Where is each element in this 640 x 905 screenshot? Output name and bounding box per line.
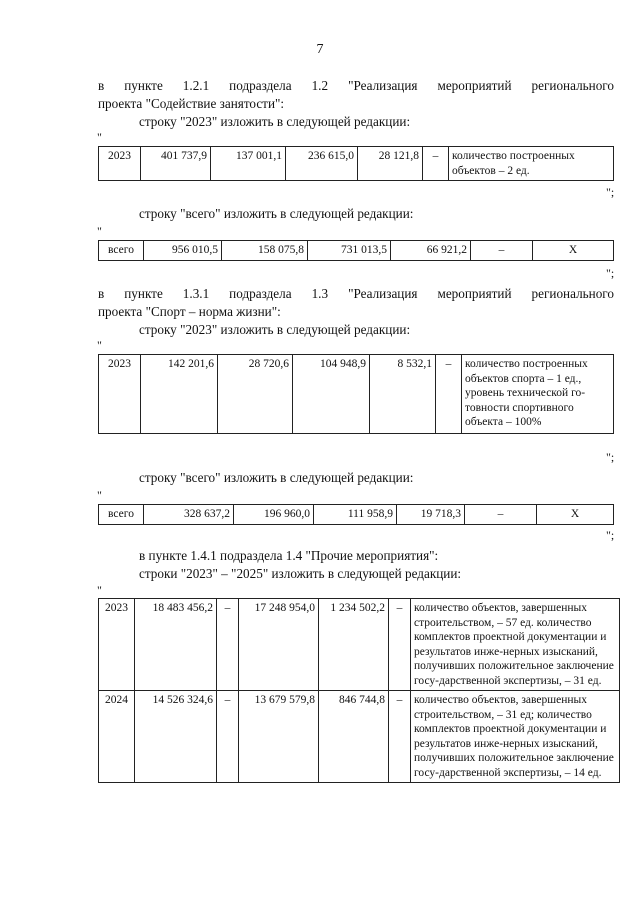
federal-cell: 158 075,8 [222,241,308,261]
section1-heading-line2: проекта "Содействие занятости": [98,96,285,111]
label-cell: всего [99,505,144,525]
regional-cell: 111 958,9 [314,505,397,525]
table-section1-total [98,240,614,261]
regional-cell: 17 248 954,0 [239,599,319,691]
table-row [99,599,620,691]
other-cell: – [436,355,462,434]
section2-row2023-intro: строку "2023" изложить в следующей редакции: [139,322,411,337]
table-row [99,241,614,261]
total-cell: 14 526 324,6 [135,691,217,783]
municipal-cell: 19 718,3 [397,505,465,525]
page-number: 7 [316,42,324,57]
table-section1-2023 [98,146,614,181]
total-cell: 18 483 456,2 [135,599,217,691]
open-quote: " [97,338,102,352]
federal-cell: – [217,691,239,783]
close-quote: "; [606,266,615,280]
total-cell: 328 637,2 [144,505,234,525]
regional-cell: 13 679 579,8 [239,691,319,783]
total-cell: 142 201,6 [141,355,218,434]
section1-heading-line1: в пункте 1.2.1 подраздела 1.2 "Реализация мероприятий регионального [98,78,614,93]
table-row [99,355,614,434]
total-cell: 956 010,5 [144,241,222,261]
close-quote: "; [606,450,615,464]
federal-cell: – [217,599,239,691]
year-cell: 2024 [99,691,135,783]
regional-cell: 104 948,9 [293,355,370,434]
section2-heading-line1: в пункте 1.3.1 подраздела 1.3 "Реализация мероприятий регионального [98,286,614,301]
section3-heading: в пункте 1.4.1 подраздела 1.4 "Прочие мероприятия": [139,548,439,563]
table-section2-total [98,504,614,525]
close-quote: "; [606,185,615,199]
other-cell: – [389,599,411,691]
table-section2-2023 [98,354,614,434]
section2-heading-line2: проекта "Спорт – норма жизни": [98,304,281,319]
result-cell: количество объектов, завершенных строительством, – 31 ед; количество комплектов проектной документации и результатов инже-нерных изысканий, получивших положительное заключение госу-дарственной экспертизы, – 14 ед. [411,691,620,783]
section1-total-intro: строку "всего" изложить в следующей редакции: [139,206,414,221]
open-quote: " [97,488,102,502]
other-cell: – [465,505,537,525]
federal-cell: 28 720,6 [218,355,293,434]
table-row [99,505,614,525]
total-cell: 401 737,9 [141,147,211,181]
result-cell: X [533,241,614,261]
year-cell: 2023 [99,599,135,691]
result-cell: X [537,505,614,525]
other-cell: – [389,691,411,783]
year-cell: 2023 [99,355,141,434]
table-row [99,691,620,783]
municipal-cell: 846 744,8 [319,691,389,783]
result-cell: количество объектов, завершенных строительством, – 57 ед. количество комплектов проектной документации и результатов инже-нерных изысканий, получивших положительное заключение госу-дарственной экспертизы, – 31 ед. [411,599,620,691]
table-section3-2023-2025 [98,598,620,783]
section2-total-intro: строку "всего" изложить в следующей редакции: [139,470,414,485]
section1-row2023-intro: строку "2023" изложить в следующей редакции: [139,114,411,129]
label-cell: всего [99,241,144,261]
table-row [99,147,614,181]
other-cell: – [471,241,533,261]
section3-rows-intro: строки "2023" – "2025" изложить в следующей редакции: [139,566,462,581]
year-cell: 2023 [99,147,141,181]
regional-cell: 731 013,5 [308,241,391,261]
regional-cell: 236 615,0 [286,147,358,181]
open-quote: " [97,583,102,597]
other-cell: – [423,147,449,181]
municipal-cell: 8 532,1 [370,355,436,434]
federal-cell: 137 001,1 [211,147,286,181]
open-quote: " [97,224,102,238]
federal-cell: 196 960,0 [234,505,314,525]
result-cell: количество построенных объектов спорта – 1 ед., уровень технической го-товности спортивного объекта – 100% [462,355,614,434]
close-quote: "; [606,528,615,542]
result-cell: количество построенных объектов – 2 ед. [449,147,614,181]
municipal-cell: 28 121,8 [358,147,423,181]
municipal-cell: 1 234 502,2 [319,599,389,691]
municipal-cell: 66 921,2 [391,241,471,261]
open-quote: " [97,130,102,144]
